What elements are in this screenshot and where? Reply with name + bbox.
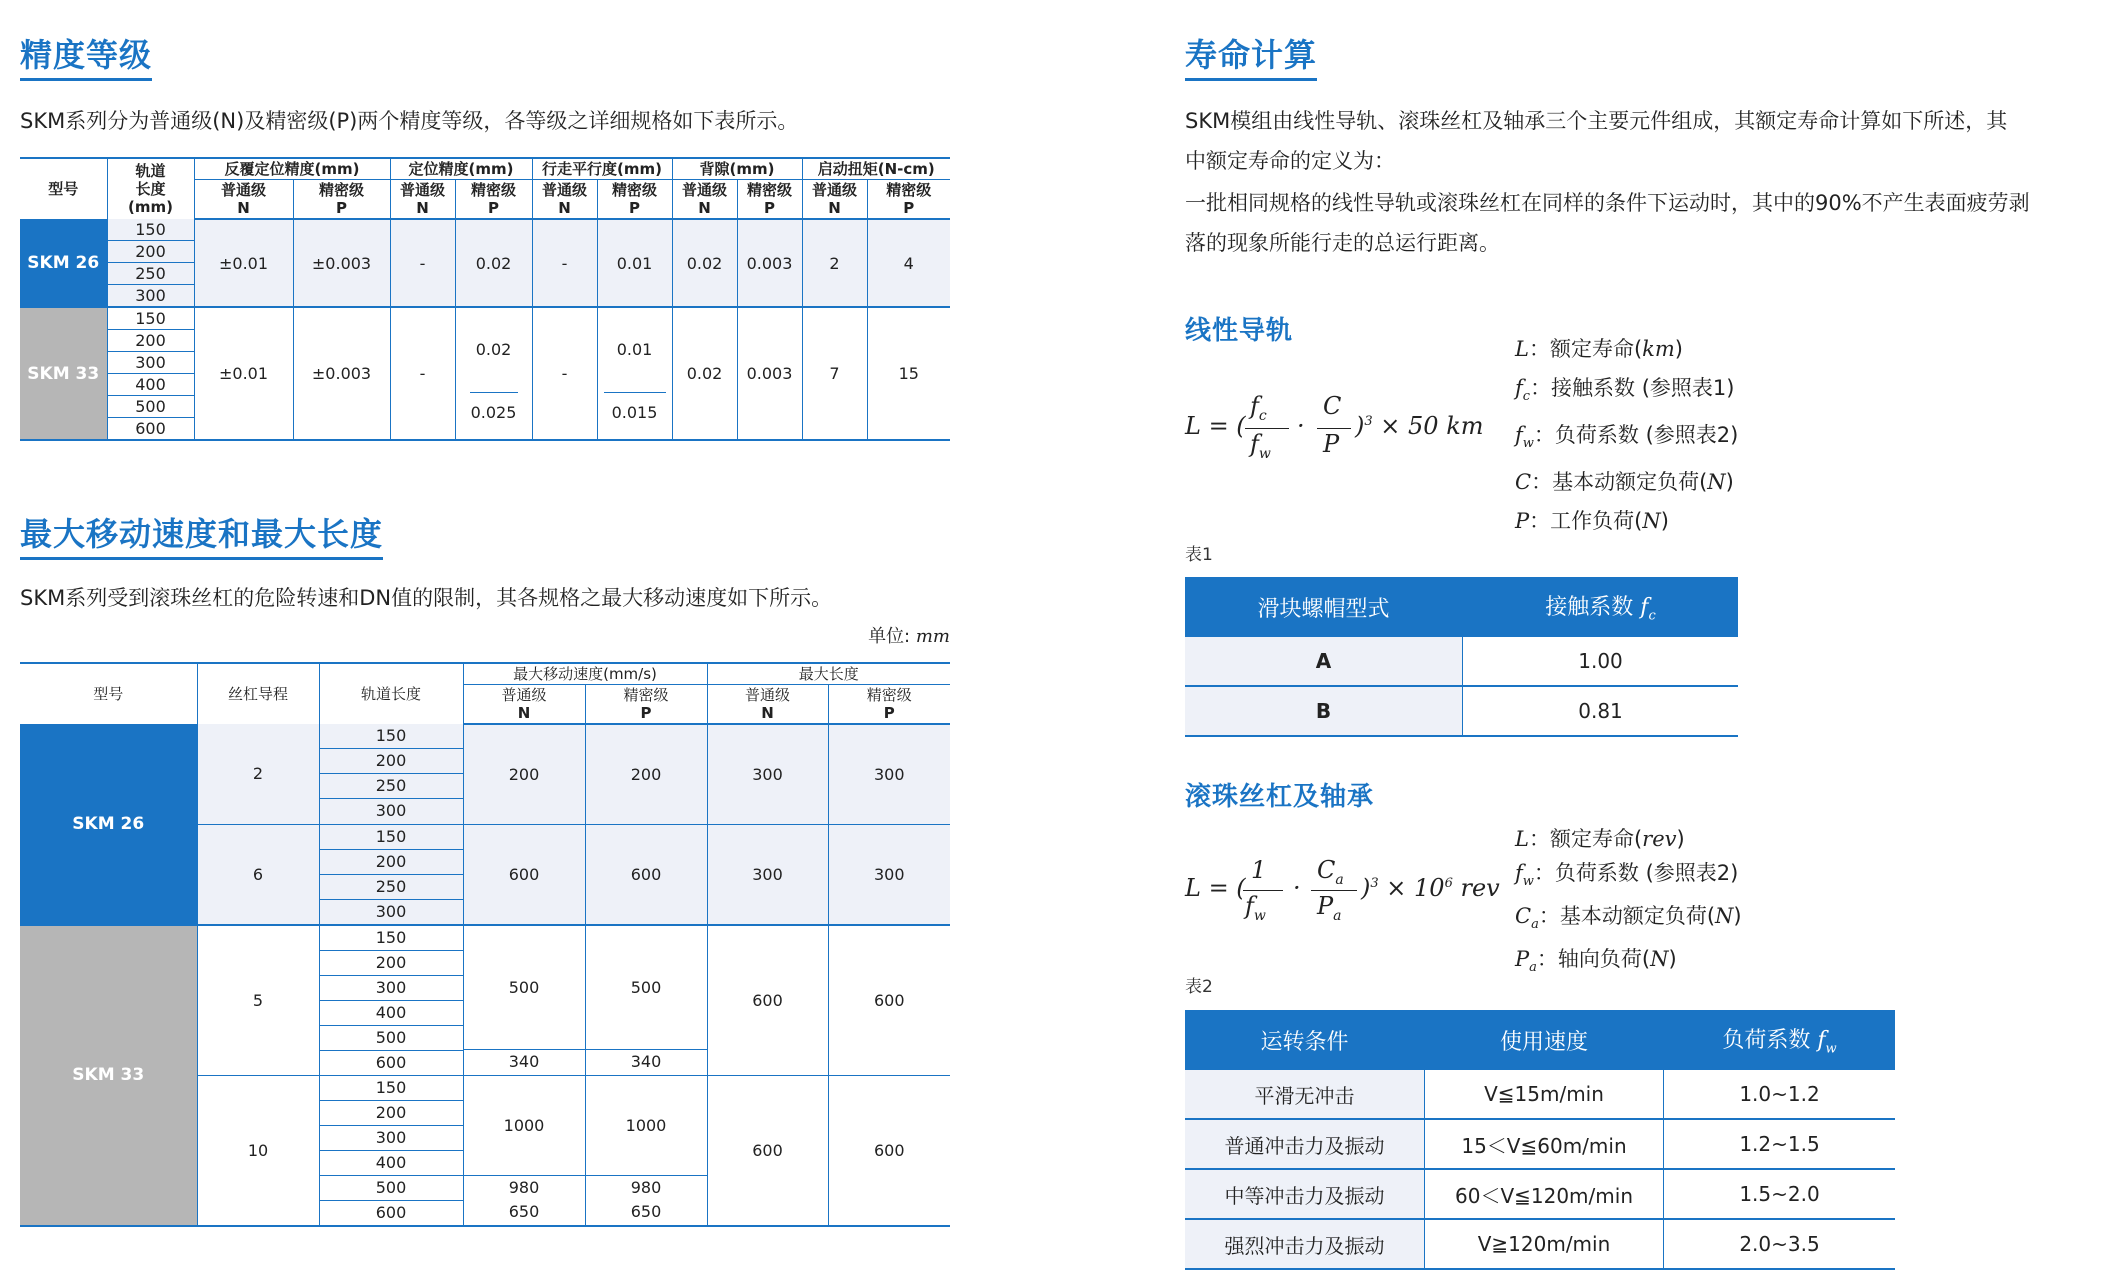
header-model: 型号 <box>20 158 107 219</box>
header-grade-p: 精密级 P <box>828 685 950 725</box>
ballscrew-title: 滚珠丝杠及轴承 <box>1185 782 1375 812</box>
header-load-factor: 负荷系数 $f_w$ <box>1664 1010 1896 1070</box>
lead-cell: 2 <box>197 724 319 824</box>
header-position-accuracy: 定位精度(mm) <box>390 158 532 180</box>
header-grade-n: 普通级 N <box>532 180 597 220</box>
header-model: 型号 <box>20 663 197 724</box>
header-grade-n: 普通级 N <box>707 685 828 725</box>
length-list: 150 200 250 300 <box>319 724 463 824</box>
speed-n: 500 340 <box>463 925 585 1076</box>
speed-title: 最大移动速度和最大长度 <box>20 509 383 560</box>
speed-p: 600 <box>585 824 707 925</box>
bl-n: 0.02 <box>672 219 737 307</box>
load-factor-table <box>1185 1010 1895 1270</box>
contact-factor-table <box>1185 577 1738 737</box>
accuracy-table <box>20 157 950 441</box>
table-row: 平滑无冲击 V≦15m/min 1.0~1.2 <box>1185 1070 1895 1119</box>
length-n: 300 <box>707 724 828 824</box>
header-grade-p: 精密级 P <box>585 685 707 725</box>
rep-n: ±0.01 <box>194 307 293 440</box>
header-condition: 运转条件 <box>1185 1010 1425 1070</box>
table1-caption: 表1 <box>1185 545 1213 565</box>
life-description-1: SKM模组由线性导轨、滚珠丝杠及轴承三个主要元件组成，其额定寿命计算如下所述，其 中额定寿命的定义为： <box>1185 109 2008 173</box>
header-grade-p: 精密级 P <box>597 180 672 220</box>
pos-n: - <box>390 307 455 440</box>
lead-cell: 5 <box>197 925 319 1076</box>
length-p: 300 <box>828 824 950 925</box>
tq-p: 4 <box>867 219 950 307</box>
length-p: 300 <box>828 724 950 824</box>
speed-p: 200 <box>585 724 707 824</box>
table-row: 中等冲击力及振动 60＜V≦120m/min 1.5~2.0 <box>1185 1169 1895 1219</box>
header-grade-n: 普通级 N <box>802 180 867 220</box>
length-n: 600 <box>707 925 828 1076</box>
tq-n: 7 <box>802 307 867 440</box>
lead-cell: 6 <box>197 824 319 925</box>
table-row <box>20 925 950 1076</box>
header-parallelism: 行走平行度(mm) <box>532 158 672 180</box>
length-list: 150 200 250 300 <box>319 824 463 925</box>
header-max-length: 最大长度 <box>707 663 950 685</box>
model-cell: SKM 33 <box>20 925 197 1226</box>
speed-p: 1000 980 650 <box>585 1075 707 1226</box>
par-p: 0.01 <box>597 219 672 307</box>
rep-p: ±0.003 <box>293 219 390 307</box>
header-grade-n: 普通级 N <box>672 180 737 220</box>
length-list: 150 200 300 400 500 600 <box>319 1075 463 1226</box>
life-description-2: 一批相同规格的线性导轨或滚珠丝杠在同样的条件下运动时，其中的90%不产生表面疲劳剥 落的现象所能行走的总运行距离。 <box>1185 191 2030 255</box>
header-grade-p: 精密级 P <box>455 180 532 220</box>
header-torque: 启动扭矩(N-cm) <box>802 158 950 180</box>
accuracy-title: 精度等级 <box>20 30 152 81</box>
speed-n: 600 <box>463 824 585 925</box>
model-cell: SKM 33 <box>20 307 107 440</box>
length-p: 600 <box>828 925 950 1076</box>
tq-n: 2 <box>802 219 867 307</box>
speed-description: SKM系列受到滚珠丝杠的危险转速和DN值的限制，其各规格之最大移动速度如下所示。 <box>20 586 833 610</box>
speed-table <box>20 662 950 1227</box>
bl-p: 0.003 <box>737 307 802 440</box>
header-slider-type: 滑块螺帽型式 <box>1185 577 1463 637</box>
table2-caption: 表2 <box>1185 977 1213 997</box>
linear-guide-legend: L：额定寿命(km) $f_c$：接触系数 (参照表1) $f_w$：负荷系数 (参照表2) C：基本动额定负荷(N) P：工作负荷(N) <box>1515 337 1739 534</box>
header-grade-p: 精密级 P <box>737 180 802 220</box>
tq-p: 15 <box>867 307 950 440</box>
header-grade-n: 普通级 N <box>194 180 293 220</box>
par-n: - <box>532 219 597 307</box>
length-p: 600 <box>828 1075 950 1226</box>
linear-guide-title: 线性导轨 <box>1185 316 1294 346</box>
length-list: 150 200 250 300 <box>107 219 194 307</box>
length-list: 150 200 300 400 500 600 <box>319 925 463 1076</box>
life-title: 寿命计算 <box>1185 30 1317 81</box>
bl-n: 0.02 <box>672 307 737 440</box>
header-lead: 丝杠导程 <box>197 663 319 724</box>
par-n: - <box>532 307 597 440</box>
table-row <box>20 219 950 307</box>
length-n: 300 <box>707 824 828 925</box>
bl-p: 0.003 <box>737 219 802 307</box>
speed-n: 200 <box>463 724 585 824</box>
rep-p: ±0.003 <box>293 307 390 440</box>
model-cell: SKM 26 <box>20 219 107 307</box>
accuracy-description: SKM系列分为普通级(N)及精密级(P)两个精度等级，各等级之详细规格如下表所示。 <box>20 109 799 133</box>
header-grade-p: 精密级 P <box>293 180 390 220</box>
par-p: 0.01 0.015 <box>597 307 672 440</box>
table-row: B 0.81 <box>1185 686 1738 736</box>
right-column <box>1185 30 2115 263</box>
ballscrew-legend: L：额定寿命(rev) $f_w$：负荷系数 (参照表2) $C_a$：基本动额定负荷(N) $P_a$：轴向负荷(N) <box>1515 827 1742 976</box>
speed-p: 500 340 <box>585 925 707 1076</box>
speed-n: 1000 980 650 <box>463 1075 585 1226</box>
header-grade-p: 精密级 P <box>867 180 950 220</box>
table-row: 普通冲击力及振动 15＜V≦60m/min 1.2~1.5 <box>1185 1119 1895 1169</box>
header-repeat-accuracy: 反覆定位精度(mm) <box>194 158 390 180</box>
header-contact-factor: 接触系数 $f_c$ <box>1463 577 1739 637</box>
header-backlash: 背隙(mm) <box>672 158 802 180</box>
pos-n: - <box>390 219 455 307</box>
header-speed: 使用速度 <box>1425 1010 1664 1070</box>
lead-cell: 10 <box>197 1075 319 1226</box>
header-grade-n: 普通级 N <box>463 685 585 725</box>
length-list: 150 200 300 400 500 600 <box>107 307 194 440</box>
left-column <box>20 30 950 1227</box>
model-cell: SKM 26 <box>20 724 197 925</box>
header-length: 轨道长度 <box>319 663 463 724</box>
table-row <box>20 307 950 440</box>
pos-p: 0.02 <box>455 219 532 307</box>
table-row <box>20 724 950 824</box>
table-row: A 1.00 <box>1185 637 1738 686</box>
header-rail-length: 轨道 长度 (mm) <box>107 158 194 219</box>
table-row: 强烈冲击力及振动 V≧120m/min 2.0~3.5 <box>1185 1219 1895 1269</box>
unit-label: 单位: mm <box>868 626 950 647</box>
rep-n: ±0.01 <box>194 219 293 307</box>
header-grade-n: 普通级 N <box>390 180 455 220</box>
length-n: 600 <box>707 1075 828 1226</box>
pos-p: 0.02 0.025 <box>455 307 532 440</box>
header-max-speed: 最大移动速度(mm/s) <box>463 663 707 685</box>
